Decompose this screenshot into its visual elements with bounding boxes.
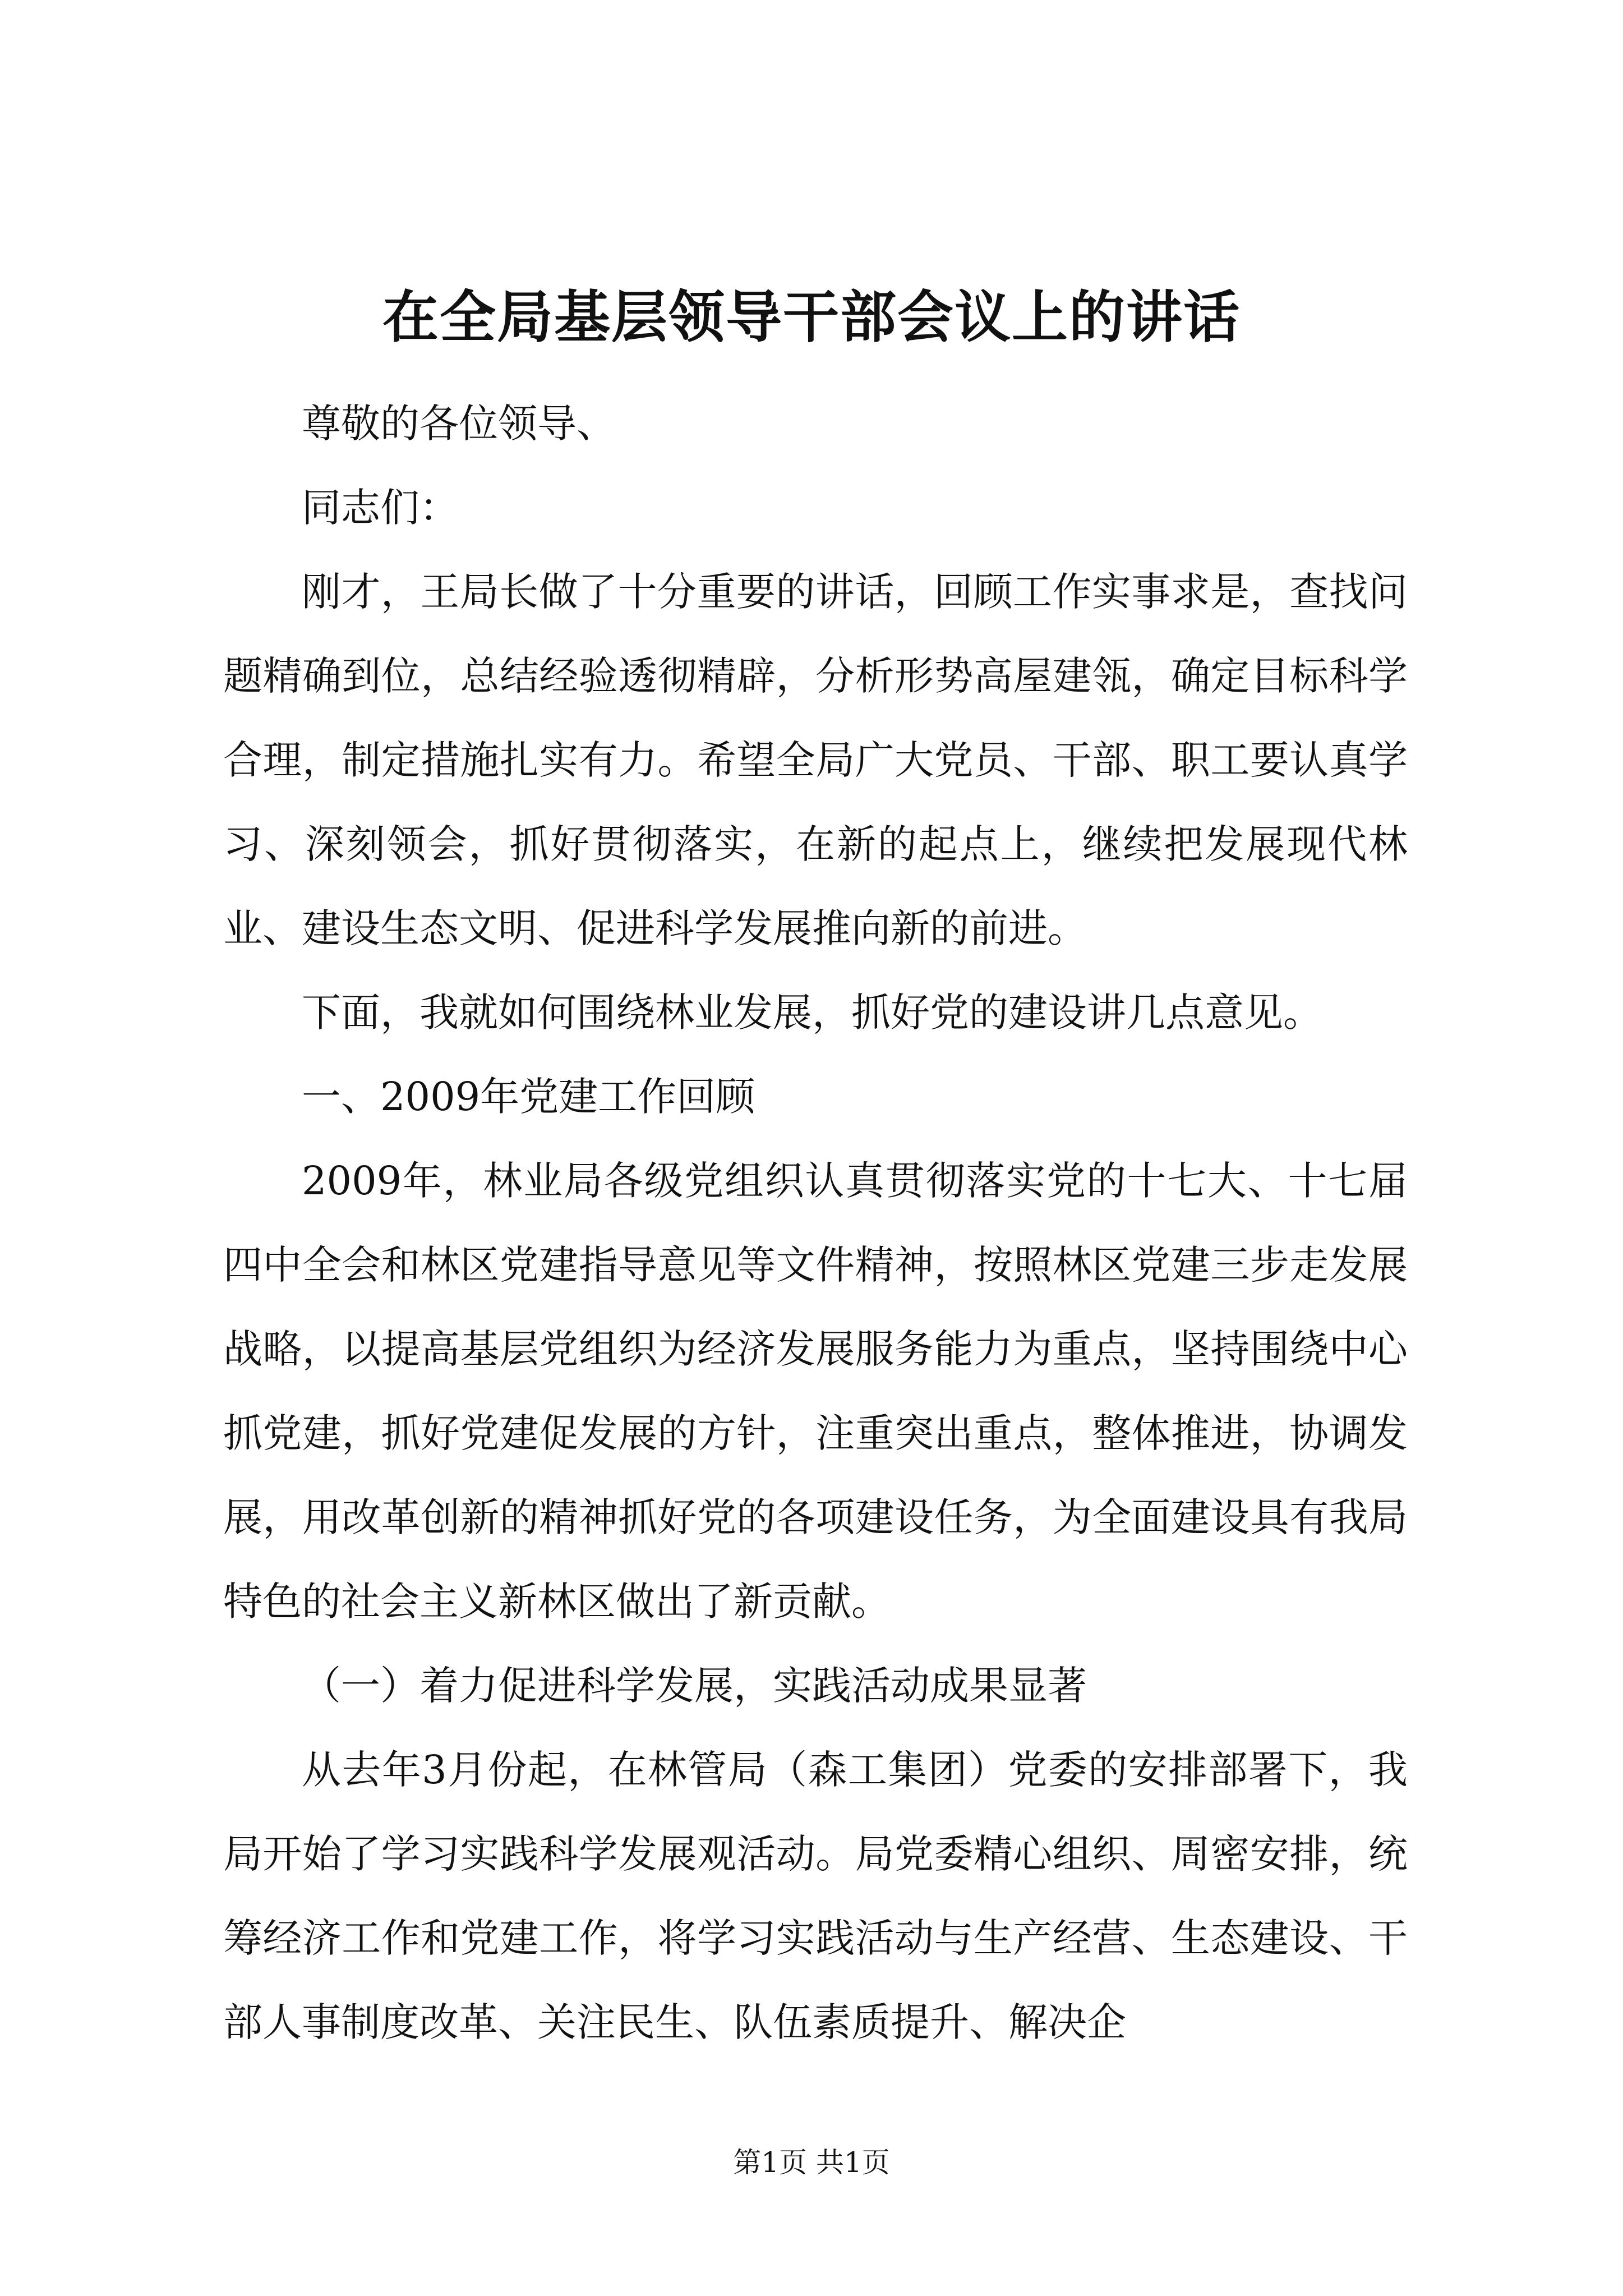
- page-footer: 第1页 共1页: [733, 2146, 890, 2179]
- document-title: 在全局基层领导干部会议上的讲话: [382, 284, 1241, 350]
- subsection-heading: （一）着力促进科学发展，实践活动成果显著: [302, 1663, 1087, 1709]
- salutation-line-1: 尊敬的各位领导、: [302, 401, 616, 447]
- paragraph: 从去年3月份起，在林管局（森工集团）党委的安排部署下，我局开始了学习实践科学发展观活动。局党委精心组织、周密安排，统筹经济工作和党建工作，将学习实践活动与生产经营、生态建设、干部人事制度改革、关注民生、队伍素质提升、解决企: [223, 1747, 1408, 2045]
- paragraph: 2009年，林业局各级党组织认真贯彻落实党的十七大、十七届四中全会和林区党建指导意见等文件精神，按照林区党建三步走发展战略，以提高基层党组织为经济发展服务能力为重点，坚持围绕中心抓党建，抓好党建促发展的方针，注重突出重点，整体推进，协调发展，用改革创新的精神抓好党的各项建设任务，为全面建设具有我局特色的社会主义新林区做出了新贡献。: [223, 1158, 1408, 1625]
- section-heading: 一、2009年党建工作回顾: [302, 1074, 755, 1120]
- document-body: [223, 381, 1408, 2064]
- salutation-line-2: 同志们：: [302, 485, 459, 531]
- paragraph: 刚才，王局长做了十分重要的讲话，回顾工作实事求是，查找问题精确到位，总结经验透彻精辟，分析形势高屋建瓴，确定目标科学合理，制定措施扎实有力。希望全局广大党员、干部、职工要认真学习、深刻领会，抓好贯彻落实，在新的起点上，继续把发展现代林业、建设生态文明、促进科学发展推向新的前进。: [223, 569, 1408, 951]
- paragraph: 下面，我就如何围绕林业发展，抓好党的建设讲几点意见。: [302, 990, 1322, 1036]
